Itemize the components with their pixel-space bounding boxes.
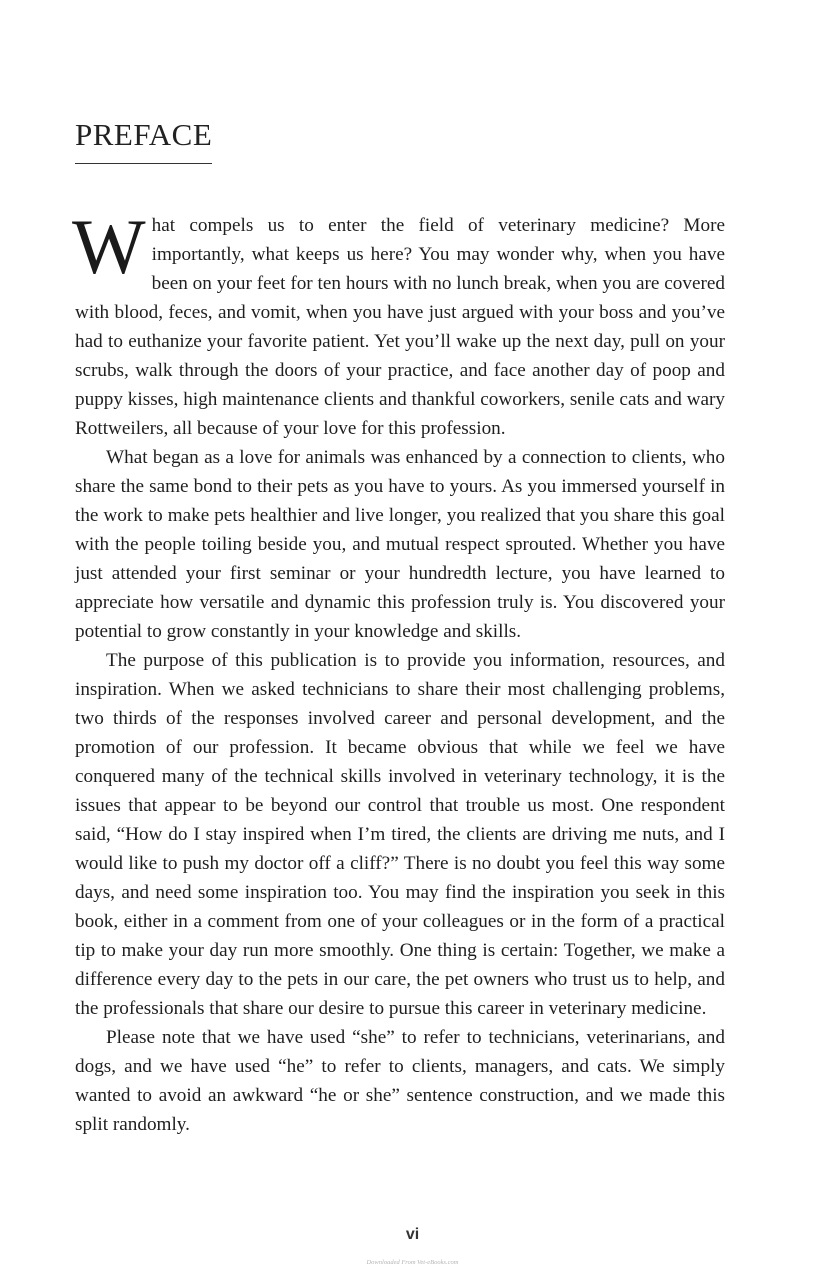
paragraph-4: Please note that we have used “she” to refer to technicians, veterinarians, and dogs, and we have used “he” to refer to clients, managers, and cats. We simply wanted to avoid an awkward “he or she” sentence construction, and we made this split randomly. bbox=[75, 1027, 725, 1135]
paragraph-3: The purpose of this publication is to provide you information, resources, and inspiration. When we asked technicians to share their most challenging problems, two thirds of the responses involved career and personal development, and the promotion of our profession. It became obvious that while we feel we have conquered many of the technical skills involved in veterinary technology, it is the issues that appear to be beyond our control that trouble us most. One respondent said, “How do I stay inspired when I’m tired, the clients are driving me nuts, and I would like to push my doctor off a cliff?” There is no doubt you feel this way some days, and need some inspiration too. You may find the inspiration you seek in this book, either in a comment from one of your colleagues or in the form of a practical tip to make your day run more smoothly. One thing is certain: Together, we make a difference every day to the pets in our care, the pet owners who trust us to help, and the professionals that share our desire to pursue this career in veterinary medicine. bbox=[75, 650, 725, 1019]
download-watermark: Downloaded From Vet-eBooks.com bbox=[366, 1259, 459, 1266]
drop-cap: W bbox=[72, 203, 146, 290]
paragraph-1-text: hat compels us to enter the field of veterinary medicine? More importantly, what keeps us here? You may wonder why, when you have been on your feet for ten hours with no lunch break, when you are covered with blood, feces, and vomit, when you have just argued with your boss and you’ve had to euthanize your favorite patient. Yet you’ll wake up the next day, pull on your scrubs, walk through the doors of your practice, and face another day of poop and puppy kisses, high maintenance clients and thankful coworkers, senile cats and wary Rottweilers, all because of your love for this profession. bbox=[75, 215, 725, 439]
page-number: vi bbox=[405, 1226, 420, 1243]
paragraph-2: What began as a love for animals was enhanced by a connection to clients, who share the same bond to their pets as you have to yours. As you immersed yourself in the work to make pets healthier and live longer, you realized that you share this goal with the people toiling beside you, and mutual respect sprouted. Whether you have just attended your first seminar or your hundredth lecture, you have learned to appreciate how versatile and dynamic this profession truly is. You discovered your potential to grow constantly in your knowledge and skills. bbox=[75, 447, 725, 642]
paragraph-1 bbox=[72, 203, 725, 443]
preface-body bbox=[72, 203, 725, 1139]
page-title: PREFACE bbox=[75, 116, 212, 164]
